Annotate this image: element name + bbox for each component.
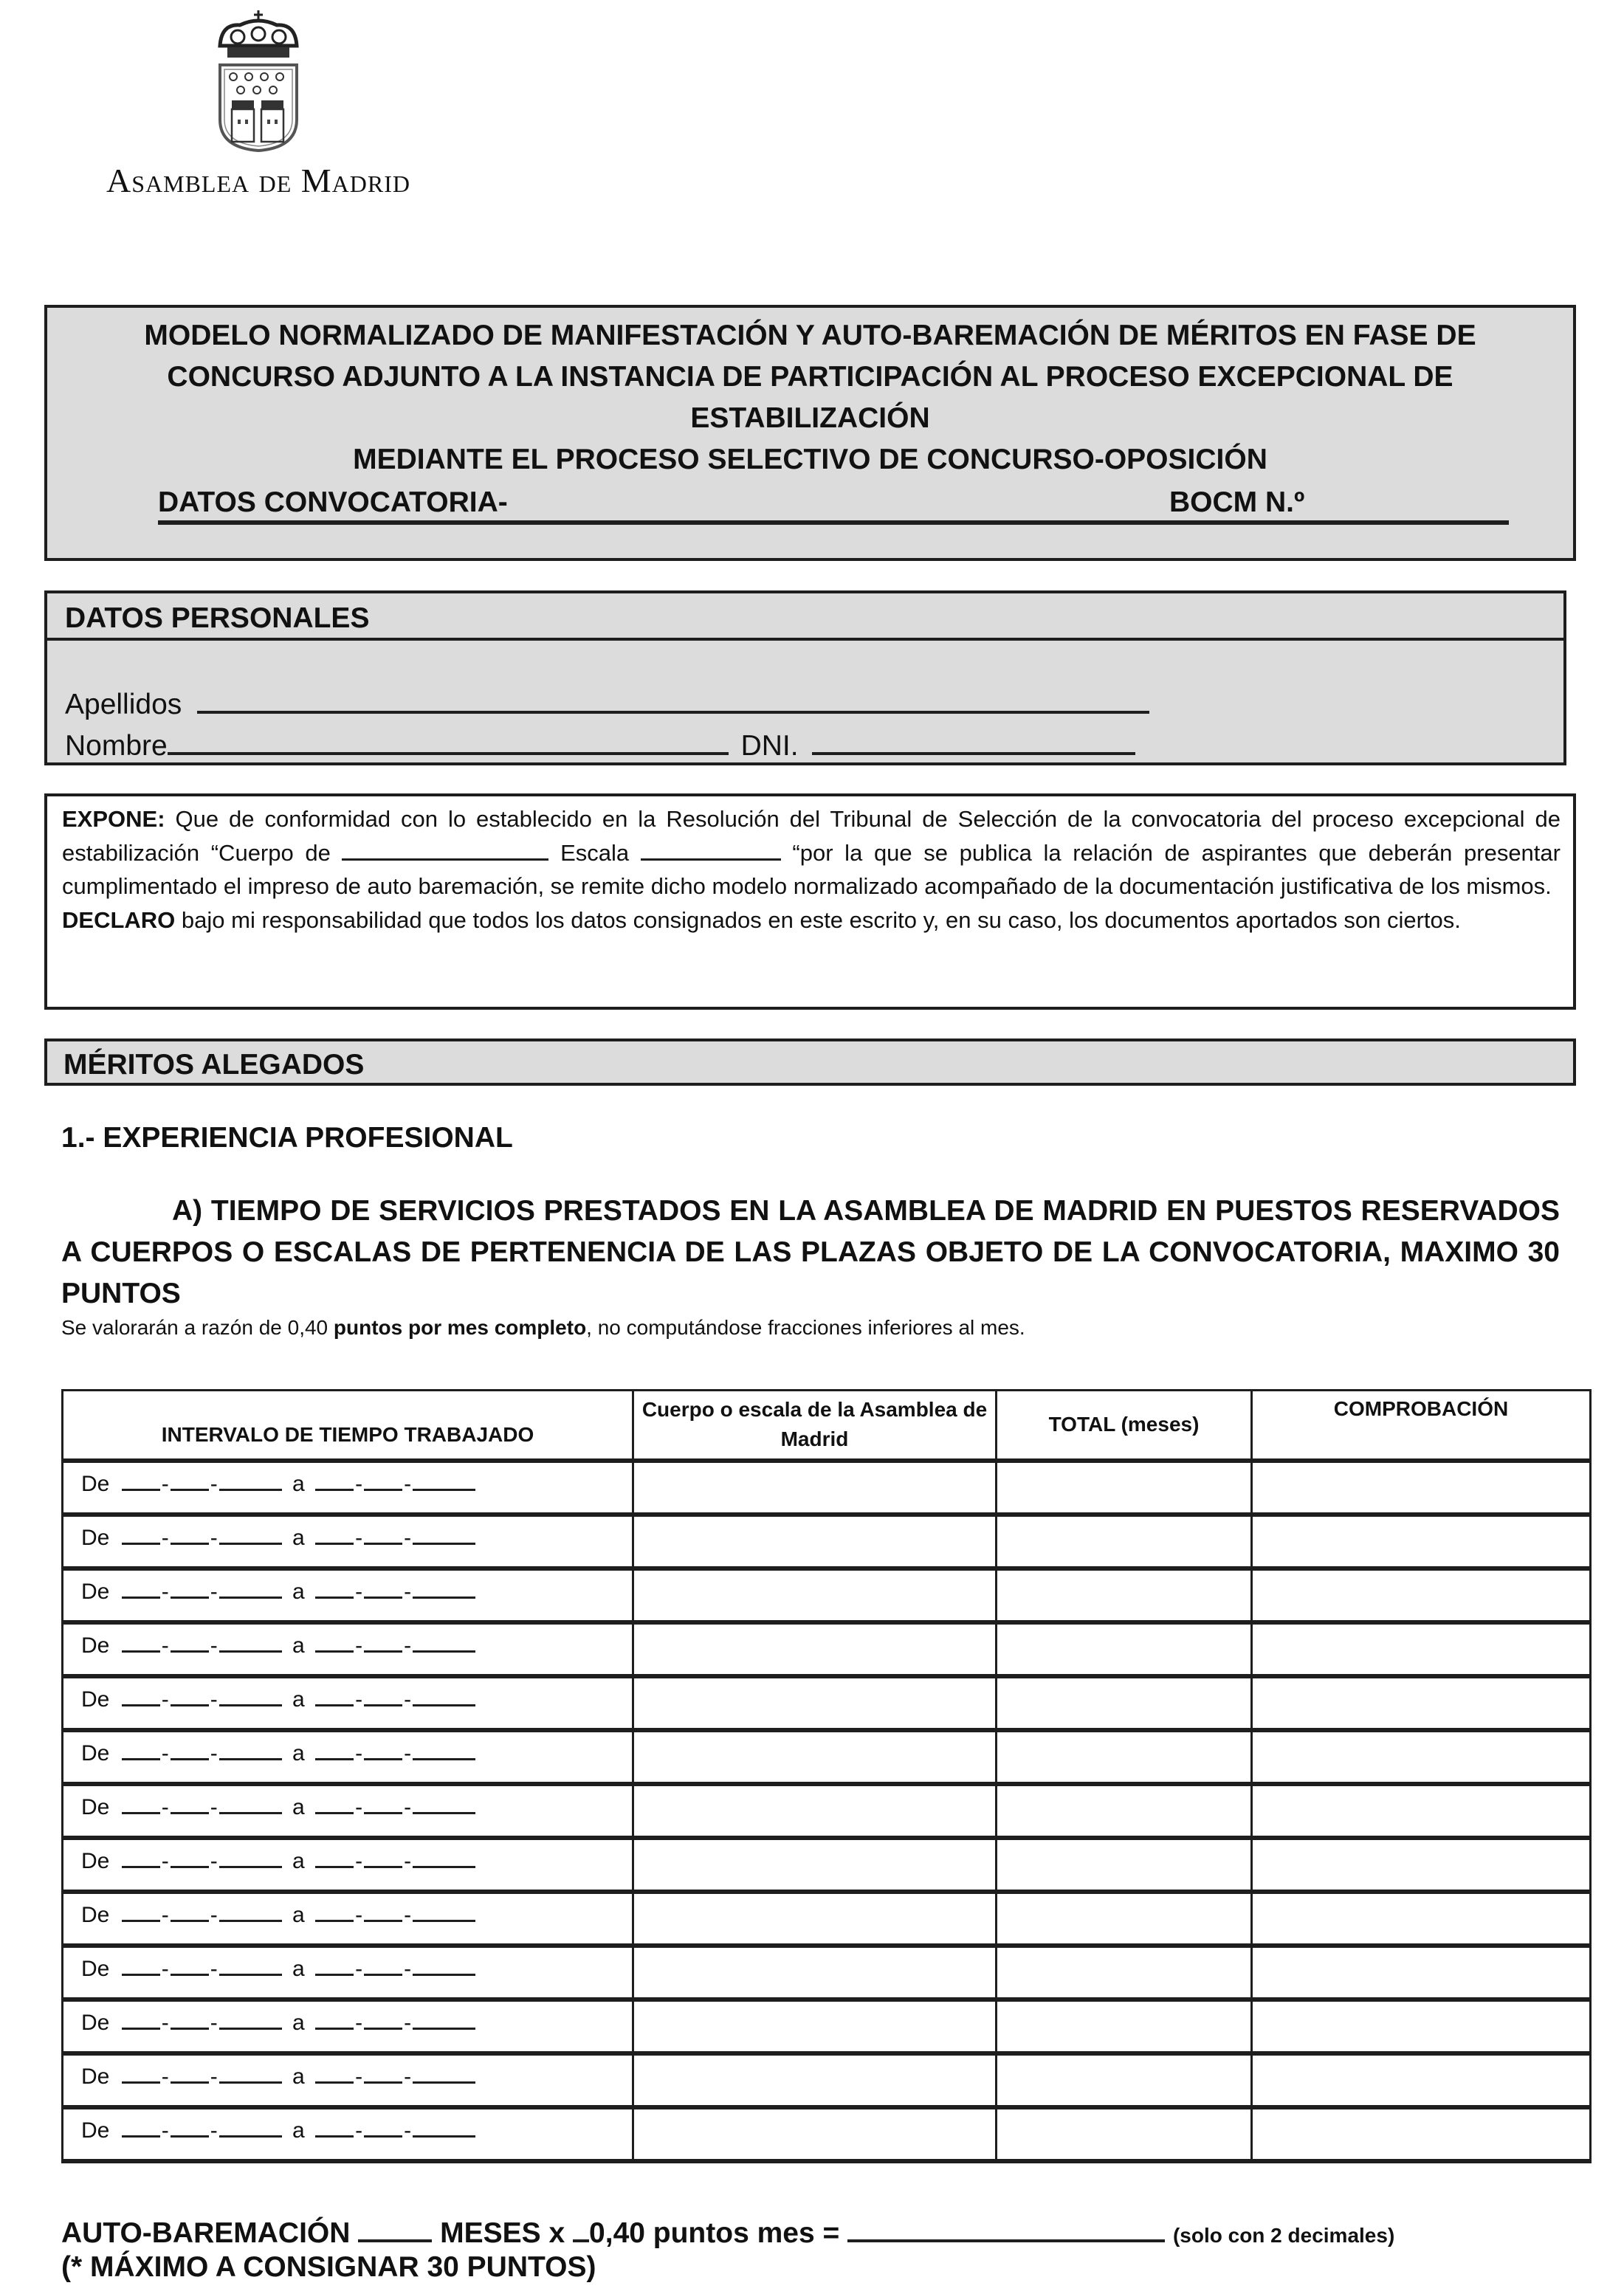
form-title — [47, 315, 1573, 480]
cuerpo-cell[interactable] — [633, 1838, 997, 1892]
total-cell[interactable] — [997, 1784, 1252, 1838]
factor-blank — [573, 2211, 589, 2242]
to-year-field[interactable] — [413, 2008, 475, 2030]
from-day-field[interactable] — [122, 2008, 160, 2030]
personal-data-header — [47, 593, 1563, 641]
table-row — [63, 1946, 1591, 2000]
section-title: 1.- EXPERIENCIA PROFESIONAL — [61, 1122, 513, 1154]
declaration-box — [44, 793, 1576, 1010]
to-month-field[interactable] — [364, 1684, 402, 1706]
to-label: a — [292, 1902, 305, 1927]
max-points-note: (* MÁXIMO A CONSIGNAR 30 PUNTOS) — [61, 2251, 596, 2283]
total-cell[interactable] — [997, 1946, 1252, 2000]
convocatoria-field[interactable] — [158, 476, 1509, 525]
from-year-field[interactable] — [219, 1469, 282, 1491]
to-year-field[interactable] — [413, 1523, 475, 1545]
work-periods-table — [61, 1389, 1592, 2163]
dni-field[interactable] — [812, 723, 1135, 755]
to-month-field[interactable] — [364, 1846, 402, 1868]
total-cell[interactable] — [997, 1730, 1252, 1784]
to-year-field[interactable] — [413, 1684, 475, 1706]
to-day-field[interactable] — [315, 1469, 354, 1491]
form-title-line: MODELO NORMALIZADO DE MANIFESTACIÓN Y AUTO-BAREMACIÓN DE MÉRITOS EN FASE DE — [144, 320, 1476, 351]
to-day-field[interactable] — [315, 1523, 354, 1545]
cuerpo-cell[interactable] — [633, 2107, 997, 2161]
from-label: De — [81, 2064, 110, 2089]
self-assessment-label: AUTO-BAREMACIÓN — [61, 2217, 351, 2249]
decimals-note: (solo con 2 decimales) — [1172, 2224, 1395, 2247]
total-cell[interactable] — [997, 1892, 1252, 1946]
comprobacion-cell[interactable] — [1252, 2107, 1591, 2161]
cuerpo-cell[interactable] — [633, 2000, 997, 2053]
from-month-field[interactable] — [171, 1954, 209, 1976]
from-day-field[interactable] — [122, 1469, 160, 1491]
total-cell[interactable] — [997, 1461, 1252, 1515]
from-label: De — [81, 1579, 110, 1604]
to-year-field[interactable] — [413, 1846, 475, 1868]
apellidos-label: Apellidos — [65, 689, 182, 720]
to-month-field[interactable] — [364, 1523, 402, 1545]
from-year-field[interactable] — [219, 2008, 282, 2030]
interval-cell: De - - a - - — [63, 1461, 633, 1515]
merits-header-box — [44, 1038, 1576, 1086]
comprobacion-cell[interactable] — [1252, 1784, 1591, 1838]
declaration-text — [62, 802, 1561, 937]
interval-cell: De - - a - - — [63, 1515, 633, 1568]
from-month-field[interactable] — [171, 1900, 209, 1922]
to-month-field[interactable] — [364, 2115, 402, 2138]
from-year-field[interactable] — [219, 1846, 282, 1868]
nombre-label: Nombre — [65, 730, 168, 762]
declaro-text: bajo mi responsabilidad que todos los datos consignados en este escrito y, en su caso, los documentos aportados son ciertos. — [175, 906, 1461, 933]
to-month-field[interactable] — [364, 1738, 402, 1760]
interval-cell: De - - a - - — [63, 1622, 633, 1676]
from-day-field[interactable] — [122, 1792, 160, 1814]
from-month-field[interactable] — [171, 1846, 209, 1868]
table-row — [63, 2107, 1591, 2161]
from-day-field[interactable] — [122, 1846, 160, 1868]
subsection-a-title — [61, 1191, 1560, 1315]
to-day-field[interactable] — [315, 1684, 354, 1706]
from-label: De — [81, 1633, 110, 1658]
months-label: MESES x — [440, 2217, 565, 2249]
institution-logo — [89, 6, 428, 198]
to-day-field[interactable] — [315, 1954, 354, 1976]
scoring-note-bold: puntos por mes completo — [333, 1316, 587, 1339]
escala-field[interactable] — [641, 838, 781, 861]
apellidos-row — [65, 682, 1149, 721]
personal-data-box — [44, 590, 1566, 765]
to-year-field[interactable] — [413, 1630, 475, 1653]
comprobacion-cell[interactable] — [1252, 1568, 1591, 1622]
total-cell[interactable] — [997, 1568, 1252, 1622]
interval-cell: De - - a - - — [63, 1784, 633, 1838]
from-label: De — [81, 1848, 110, 1873]
table-row — [63, 1892, 1591, 1946]
factor-text: 0,40 puntos mes = — [589, 2217, 840, 2249]
table-row — [63, 1784, 1591, 1838]
to-month-field[interactable] — [364, 1954, 402, 1976]
from-month-field[interactable] — [171, 2008, 209, 2030]
from-label: De — [81, 1740, 110, 1766]
to-year-field[interactable] — [413, 1954, 475, 1976]
cuerpo-cell[interactable] — [633, 1730, 997, 1784]
subsection-a-text: A) TIEMPO DE SERVICIOS PRESTADOS EN LA ASAMBLEA DE MADRID EN PUESTOS RESERVADOS A CUERPOS O ESCALAS DE PERTENENCIA DE LAS PLAZAS OBJETO DE LA CONVOCATORIA, MAXIMO 30 PUNTOS — [61, 1195, 1560, 1309]
to-label: a — [292, 1794, 305, 1819]
cuerpo-cell[interactable] — [633, 1461, 997, 1515]
from-day-field[interactable] — [122, 2062, 160, 2084]
comprobacion-cell[interactable] — [1252, 2053, 1591, 2107]
from-day-field[interactable] — [122, 1684, 160, 1706]
table-row — [63, 2000, 1591, 2053]
comprobacion-cell[interactable] — [1252, 1946, 1591, 2000]
expone-text-3: “por la que se publica la relación de aspirantes que deberán presentar cumplimentado el impreso de auto baremación, se remite dicho modelo normalizado acompañado de la documentación justificativa de los mismos. — [62, 839, 1561, 899]
to-label: a — [292, 1740, 305, 1766]
to-year-field[interactable] — [413, 2115, 475, 2138]
cuerpo-cell[interactable] — [633, 1892, 997, 1946]
to-month-field[interactable] — [364, 1900, 402, 1922]
from-day-field[interactable] — [122, 1630, 160, 1653]
total-cell[interactable] — [997, 1622, 1252, 1676]
total-cell[interactable] — [997, 1676, 1252, 1730]
from-label: De — [81, 1687, 110, 1712]
table-row — [63, 1838, 1591, 1892]
to-label: a — [292, 1633, 305, 1658]
to-month-field[interactable] — [364, 1792, 402, 1814]
interval-cell: De - - a - - — [63, 1946, 633, 2000]
header-interval: INTERVALO DE TIEMPO TRABAJADO — [63, 1391, 633, 1461]
comprobacion-cell[interactable] — [1252, 1676, 1591, 1730]
apellidos-field[interactable] — [197, 682, 1149, 714]
result-field[interactable] — [847, 2211, 1165, 2242]
cuerpo-cell[interactable] — [633, 1622, 997, 1676]
table-row — [63, 1676, 1591, 1730]
interval-cell: De - - a - - — [63, 2053, 633, 2107]
from-month-field[interactable] — [171, 1738, 209, 1760]
header-total: TOTAL (meses) — [997, 1391, 1252, 1461]
to-month-field[interactable] — [364, 1630, 402, 1653]
from-month-field[interactable] — [171, 2062, 209, 2084]
comprobacion-cell[interactable] — [1252, 1515, 1591, 1568]
form-title-line: MEDIANTE EL PROCESO SELECTIVO DE CONCURSO-OPOSICIÓN — [353, 444, 1267, 475]
bocm-label: BOCM N.º — [1169, 486, 1305, 518]
from-label: De — [81, 2010, 110, 2035]
from-year-field[interactable] — [219, 1900, 282, 1922]
cuerpo-cell[interactable] — [633, 1784, 997, 1838]
scoring-note — [61, 1316, 1025, 1340]
self-assessment-row — [61, 2211, 1394, 2250]
interval-cell: De - - a - - — [63, 1838, 633, 1892]
cuerpo-cell[interactable] — [633, 1946, 997, 2000]
from-year-field[interactable] — [219, 1738, 282, 1760]
interval-cell: De - - a - - — [63, 1568, 633, 1622]
personal-data-title: DATOS PERSONALES — [65, 602, 370, 634]
from-day-field[interactable] — [122, 1577, 160, 1599]
total-cell[interactable] — [997, 1838, 1252, 1892]
to-year-field[interactable] — [413, 2062, 475, 2084]
form-title-line: CONCURSO ADJUNTO A LA INSTANCIA DE PARTICIPACIÓN AL PROCESO EXCEPCIONAL DE ESTABILIZACIÓN — [167, 361, 1453, 434]
from-month-field[interactable] — [171, 1684, 209, 1706]
table-row — [63, 1622, 1591, 1676]
table-header-row — [63, 1391, 1591, 1461]
table-row — [63, 1461, 1591, 1515]
to-label: a — [292, 2064, 305, 2089]
to-day-field[interactable] — [315, 2008, 354, 2030]
to-day-field[interactable] — [315, 1900, 354, 1922]
nombre-row — [65, 723, 1135, 762]
scoring-note-suffix: , no computándose fracciones inferiores al mes. — [586, 1316, 1025, 1339]
to-day-field[interactable] — [315, 1792, 354, 1814]
cuerpo-field[interactable] — [342, 838, 548, 861]
from-month-field[interactable] — [171, 1792, 209, 1814]
table-row — [63, 2053, 1591, 2107]
from-day-field[interactable] — [122, 1954, 160, 1976]
total-cell[interactable] — [997, 1515, 1252, 1568]
to-label: a — [292, 1471, 305, 1496]
header-comprobacion: COMPROBACIÓN — [1252, 1391, 1591, 1461]
table-row — [63, 1515, 1591, 1568]
scoring-note-prefix: Se valorarán a razón de 0,40 — [61, 1316, 334, 1339]
to-day-field[interactable] — [315, 1577, 354, 1599]
to-year-field[interactable] — [413, 1900, 475, 1922]
from-label: De — [81, 1525, 110, 1550]
from-month-field[interactable] — [171, 1577, 209, 1599]
dni-label: DNI. — [740, 730, 799, 762]
total-cell[interactable] — [997, 2000, 1252, 2053]
comprobacion-cell[interactable] — [1252, 2000, 1591, 2053]
from-month-field[interactable] — [171, 1469, 209, 1491]
to-day-field[interactable] — [315, 1630, 354, 1653]
to-year-field[interactable] — [413, 1469, 475, 1491]
to-day-field[interactable] — [315, 1738, 354, 1760]
from-year-field[interactable] — [219, 1792, 282, 1814]
to-year-field[interactable] — [413, 1577, 475, 1599]
header-cuerpo: Cuerpo o escala de la Asamblea de Madrid — [633, 1391, 997, 1461]
expone-text-1: Que de conformidad con lo establecido en la Resolución del Tribunal de Selección de la convocatoria del proceso excepcional de estabilización “Cuerpo de — [62, 806, 1561, 866]
from-day-field[interactable] — [122, 1900, 160, 1922]
comprobacion-cell[interactable] — [1252, 1461, 1591, 1515]
total-cell[interactable] — [997, 2053, 1252, 2107]
from-label: De — [81, 2118, 110, 2143]
from-label: De — [81, 1956, 110, 1981]
coat-of-arms-icon — [214, 9, 303, 156]
to-day-field[interactable] — [315, 2062, 354, 2084]
cuerpo-cell[interactable] — [633, 1568, 997, 1622]
comprobacion-cell[interactable] — [1252, 1622, 1591, 1676]
from-year-field[interactable] — [219, 1684, 282, 1706]
convocatoria-label: DATOS CONVOCATORIA- — [158, 486, 508, 518]
interval-cell: De - - a - - — [63, 2000, 633, 2053]
comprobacion-cell[interactable] — [1252, 1838, 1591, 1892]
cuerpo-cell[interactable] — [633, 2053, 997, 2107]
months-field[interactable] — [358, 2211, 432, 2242]
from-label: De — [81, 1902, 110, 1927]
from-label: De — [81, 1794, 110, 1819]
table-row — [63, 1568, 1591, 1622]
to-month-field[interactable] — [364, 2008, 402, 2030]
to-year-field[interactable] — [413, 1792, 475, 1814]
to-month-field[interactable] — [364, 1469, 402, 1491]
declaro-label: DECLARO — [62, 906, 176, 933]
to-label: a — [292, 1687, 305, 1712]
to-label: a — [292, 1848, 305, 1873]
from-day-field[interactable] — [122, 2115, 160, 2138]
institution-name: Asamblea de Madrid — [106, 162, 410, 199]
from-year-field[interactable] — [219, 1630, 282, 1653]
from-month-field[interactable] — [171, 2115, 209, 2138]
to-label: a — [292, 1956, 305, 1981]
nombre-field[interactable] — [168, 723, 729, 755]
from-day-field[interactable] — [122, 1523, 160, 1545]
from-year-field[interactable] — [219, 1954, 282, 1976]
cuerpo-cell[interactable] — [633, 1515, 997, 1568]
from-year-field[interactable] — [219, 1577, 282, 1599]
cuerpo-cell[interactable] — [633, 1676, 997, 1730]
from-year-field[interactable] — [219, 1523, 282, 1545]
from-label: De — [81, 1471, 110, 1496]
to-label: a — [292, 1525, 305, 1550]
interval-cell: De - - a - - — [63, 1676, 633, 1730]
from-year-field[interactable] — [219, 2115, 282, 2138]
to-day-field[interactable] — [315, 1846, 354, 1868]
to-month-field[interactable] — [364, 1577, 402, 1599]
from-day-field[interactable] — [122, 1738, 160, 1760]
to-year-field[interactable] — [413, 1738, 475, 1760]
expone-label: EXPONE: — [62, 806, 165, 832]
to-day-field[interactable] — [315, 2115, 354, 2138]
interval-cell: De - - a - - — [63, 1892, 633, 1946]
interval-cell: De - - a - - — [63, 1730, 633, 1784]
to-label: a — [292, 1579, 305, 1604]
total-cell[interactable] — [997, 2107, 1252, 2161]
comprobacion-cell[interactable] — [1252, 1730, 1591, 1784]
from-month-field[interactable] — [171, 1630, 209, 1653]
to-month-field[interactable] — [364, 2062, 402, 2084]
expone-text-2: Escala — [548, 839, 641, 866]
to-label: a — [292, 2010, 305, 2035]
table-row — [63, 1730, 1591, 1784]
interval-cell: De - - a - - — [63, 2107, 633, 2161]
to-label: a — [292, 2118, 305, 2143]
from-month-field[interactable] — [171, 1523, 209, 1545]
from-year-field[interactable] — [219, 2062, 282, 2084]
form-title-box — [44, 305, 1576, 561]
merits-title: MÉRITOS ALEGADOS — [63, 1049, 365, 1081]
comprobacion-cell[interactable] — [1252, 1892, 1591, 1946]
